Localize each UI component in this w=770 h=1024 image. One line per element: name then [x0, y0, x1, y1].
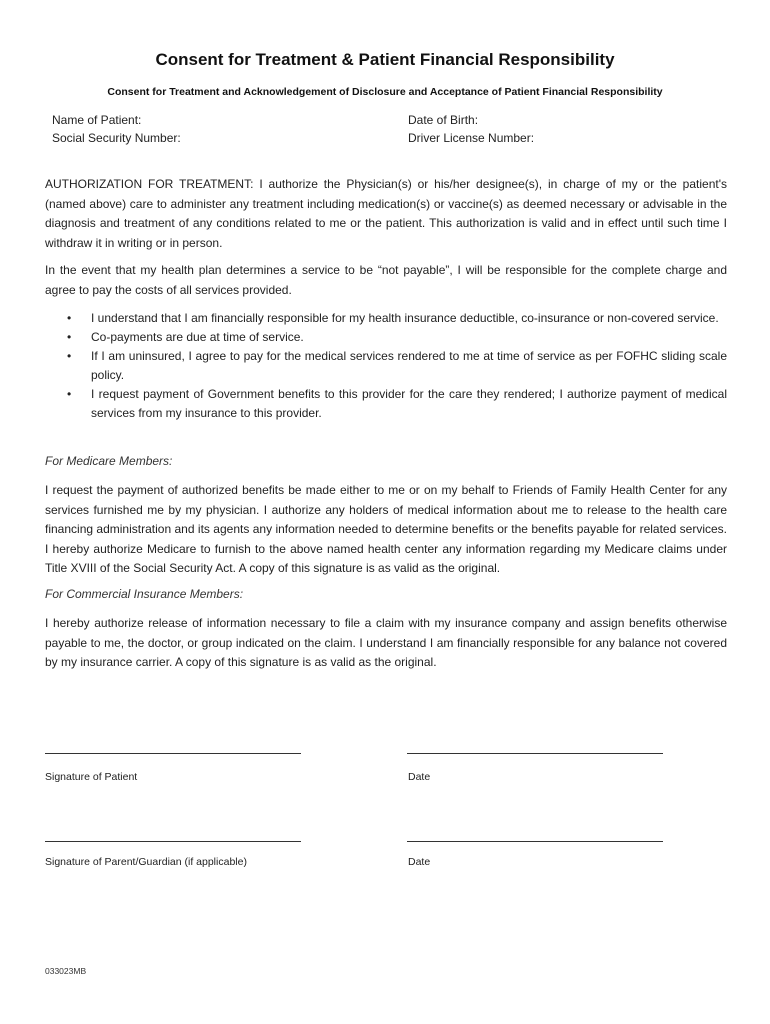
list-item-text: If I am uninsured, I agree to pay for the medical services rendered to me at time of service as per FOFHC sliding scale policy.	[91, 349, 727, 382]
name-of-patient-field[interactable]: Name of Patient:	[52, 113, 142, 127]
list-item	[45, 328, 727, 347]
commercial-insurance-heading: For Commercial Insurance Members:	[45, 587, 244, 601]
list-item	[45, 309, 727, 328]
document-subtitle: Consent for Treatment and Acknowledgement of Disclosure and Acceptance of Patient Financial Responsibility	[107, 86, 663, 98]
guardian-signature-line[interactable]	[45, 841, 301, 842]
patient-date-line[interactable]	[407, 753, 663, 754]
guardian-date-label: Date	[408, 856, 431, 868]
bullet-icon: •	[67, 387, 72, 401]
bullet-icon: •	[67, 349, 72, 363]
patient-signature-label: Signature of Patient	[45, 771, 138, 783]
not-payable-paragraph: In the event that my health plan determines a service to be “not payable”, I will be responsible for the complete charge and agree to pay the costs of all services provided.	[45, 263, 727, 297]
list-item-text: I understand that I am financially responsible for my health insurance deductible, co-insurance or non-covered service.	[91, 311, 719, 325]
medicare-paragraph: I request the payment of authorized benefits be made either to me or on my behalf to Friends of Family Health Center for any services furnished me by my physician. I authorize any holders of medical information about me to release to the health care financing administration and its agents any information needed to determine benefits or the benefits payable for related services. I hereby authorize Medicare to furnish to the above named health center any information regarding my Medicare claims under Title XVIII of the Social Security Act. A copy of this signature is as valid as the original.	[45, 483, 727, 575]
guardian-date-line[interactable]	[407, 841, 663, 842]
bullet-icon: •	[67, 330, 72, 344]
form-code: 033023MB	[45, 966, 87, 976]
medicare-heading: For Medicare Members:	[45, 454, 173, 468]
list-item-text: Co-payments are due at time of service.	[91, 330, 304, 344]
authorization-paragraph: AUTHORIZATION FOR TREATMENT: I authorize the Physician(s) or his/her designee(s), in charge of my or the patient's (named above) care to administer any treatment including medication(s) or vaccine(s) as deemed necessary or advisable in the diagnosis and treatment of any conditions related to me or the patient. This authorization is valid and in effect until such time I withdraw it in writing or in person.	[45, 177, 727, 250]
driver-license-number-field[interactable]: Driver License Number:	[408, 131, 535, 145]
financial-responsibility-list	[45, 309, 727, 423]
list-item	[45, 347, 727, 385]
patient-signature-line[interactable]	[45, 753, 301, 754]
bullet-icon: •	[67, 311, 72, 325]
list-item	[45, 385, 727, 423]
guardian-signature-label: Signature of Parent/Guardian (if applicable)	[45, 856, 247, 868]
social-security-number-field[interactable]: Social Security Number:	[52, 131, 181, 145]
date-of-birth-field[interactable]: Date of Birth:	[408, 113, 479, 127]
patient-date-label: Date	[408, 771, 431, 783]
document-title: Consent for Treatment & Patient Financial Responsibility	[155, 50, 615, 69]
list-item-text: I request payment of Government benefits to this provider for the care they rendered; I authorize payment of medical services from my insurance to this provider.	[91, 387, 727, 420]
commercial-insurance-paragraph: I hereby authorize release of information necessary to file a claim with my insurance company and assign benefits otherwise payable to me, the doctor, or group indicated on the claim. I understand I am financially responsible for any balance not covered by my insurance carrier. A copy of this signature is as valid as the original.	[45, 616, 727, 669]
